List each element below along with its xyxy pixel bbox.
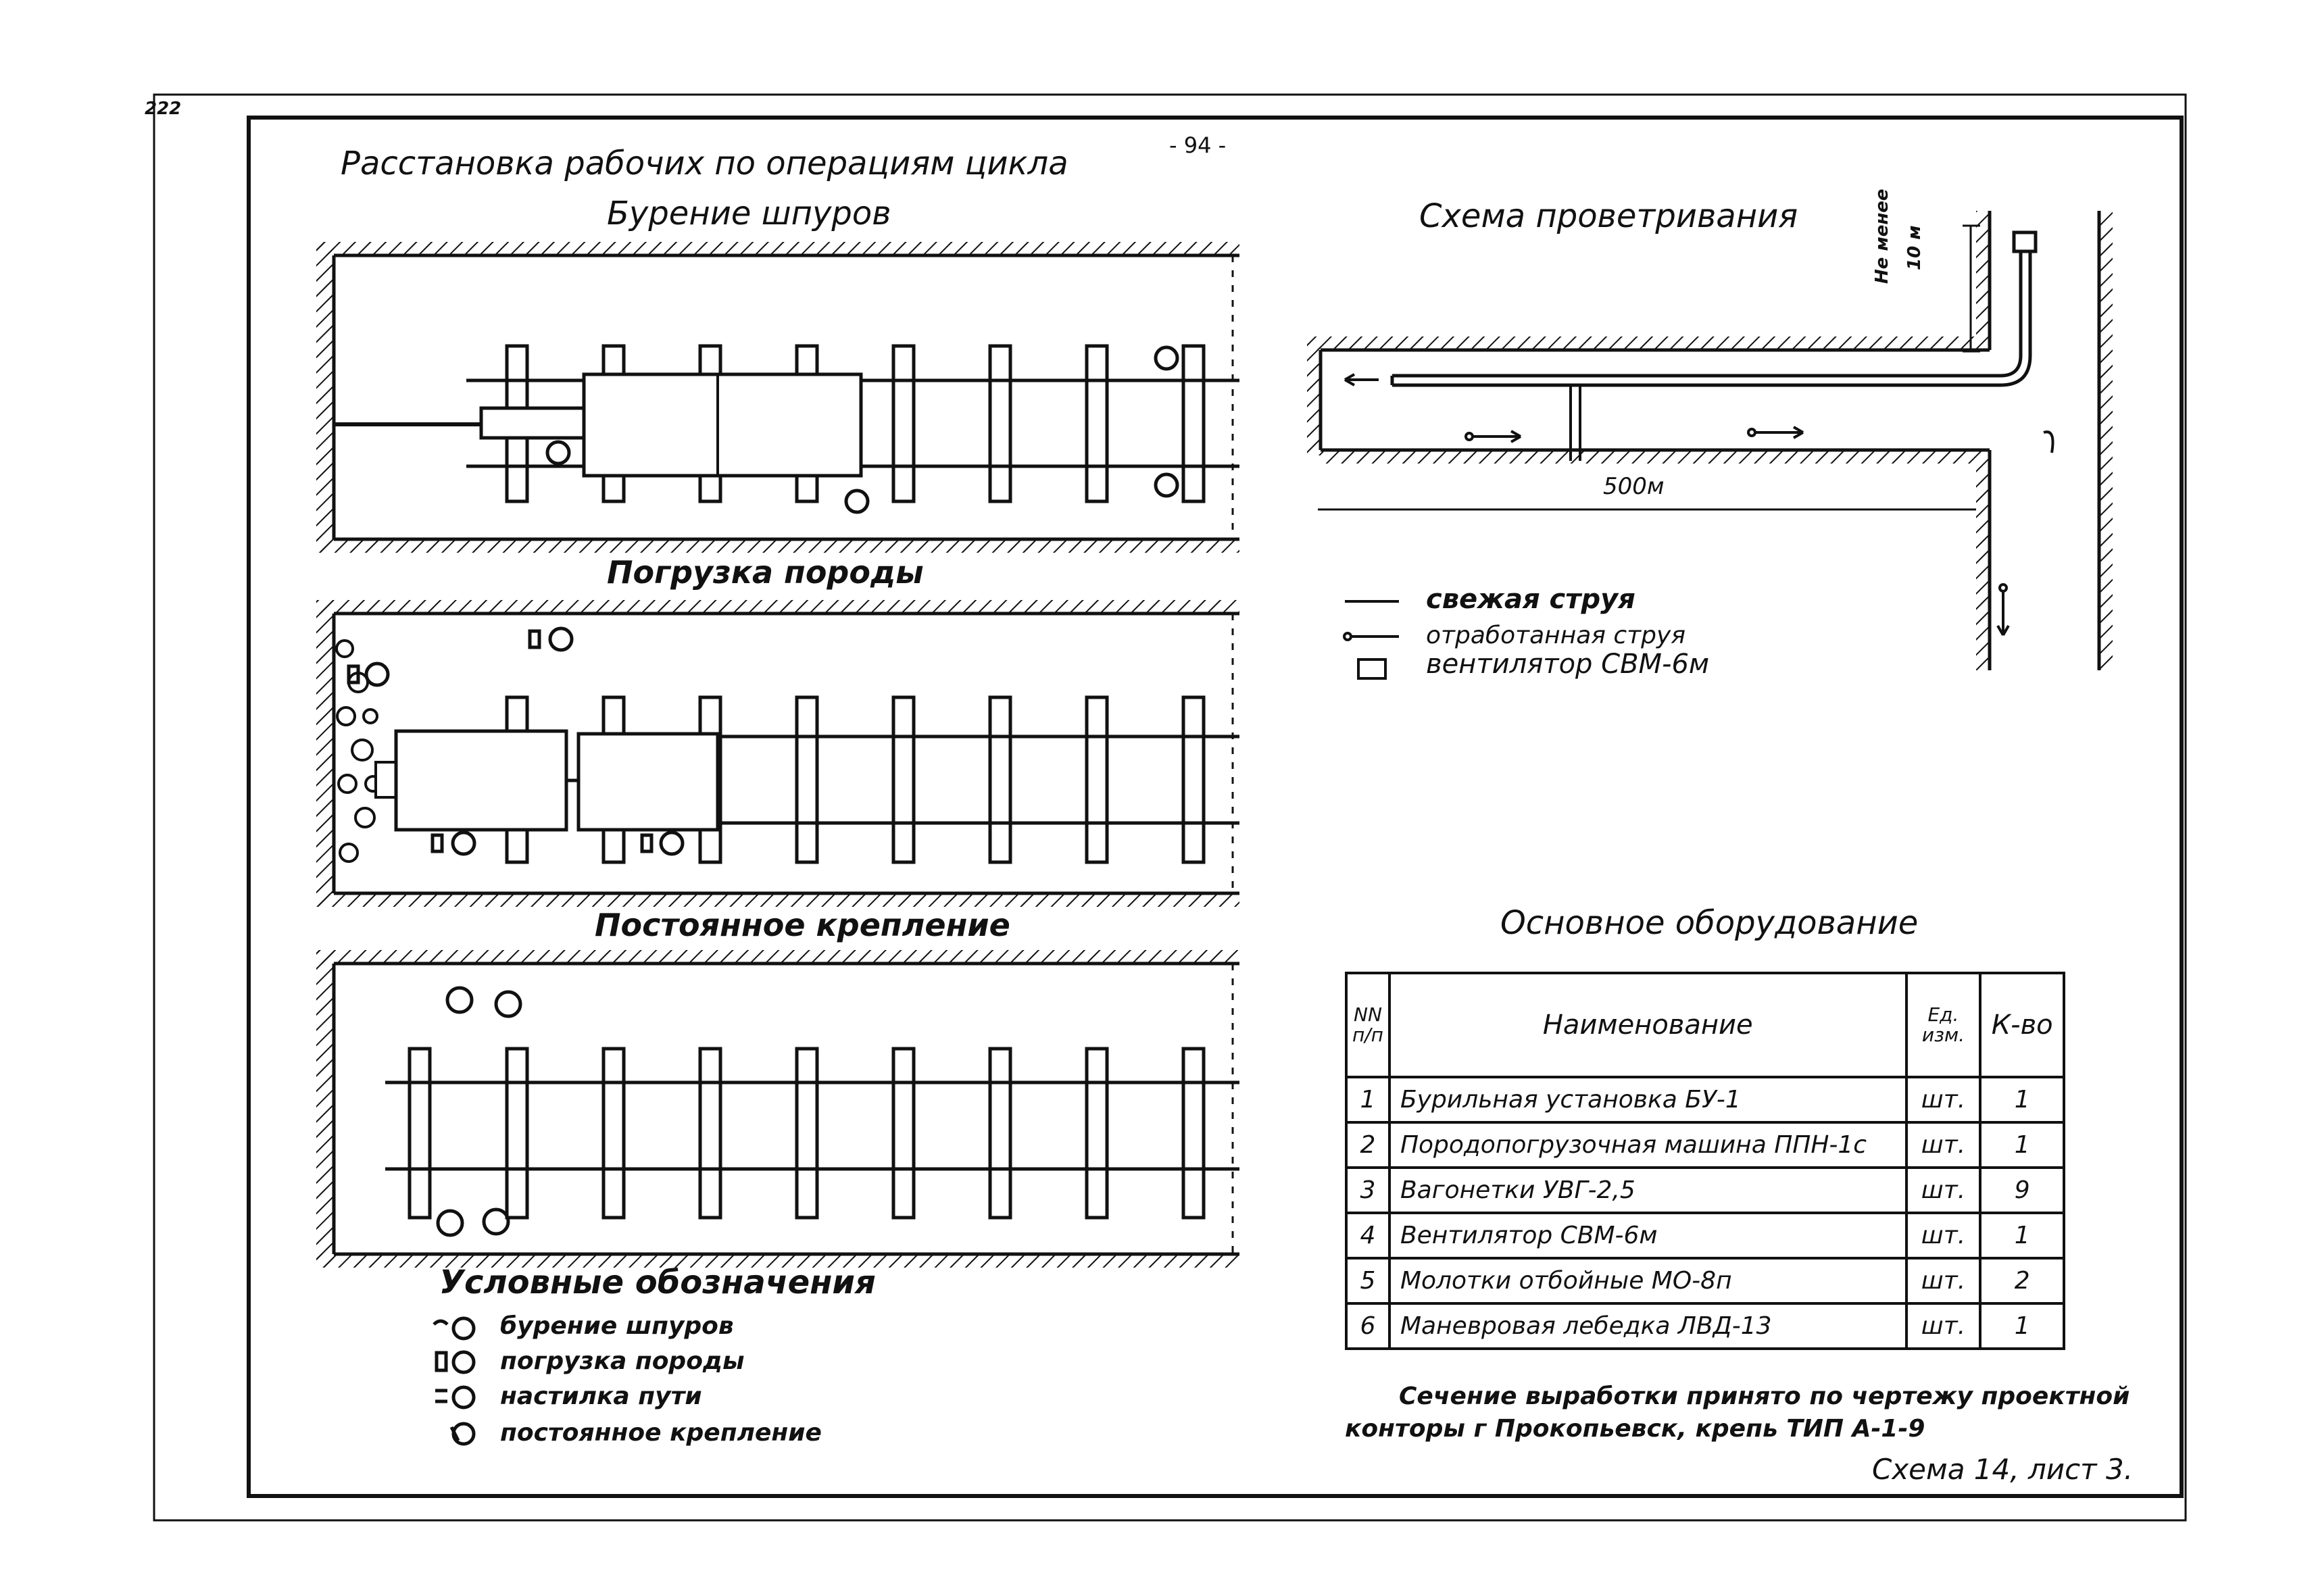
fan-symbol xyxy=(2014,232,2036,251)
row-qty: 1 xyxy=(1980,1077,2064,1122)
worker-icon xyxy=(496,992,520,1016)
row-qty: 1 xyxy=(1980,1303,2064,1349)
row-name: Молотки отбойные МО-8п xyxy=(1389,1258,1906,1303)
ventilation-min-label-1: Не менее xyxy=(1872,189,1892,284)
worker-icon xyxy=(1156,474,1177,496)
header-name: Наименование xyxy=(1389,973,1906,1077)
equipment-title: Основное оборудование xyxy=(1500,904,1919,942)
worker-icon xyxy=(547,442,569,464)
row-qty: 1 xyxy=(1980,1213,2064,1258)
note-line-2: конторы г Прокопьевск, крепь ТИП А-1-9 xyxy=(1345,1415,1925,1443)
table-header-row xyxy=(1346,973,2064,1077)
row-unit: шт. xyxy=(1906,1213,1981,1258)
legend-title: Условные обозначения xyxy=(439,1264,876,1301)
worker-icon xyxy=(530,628,572,650)
row-qty: 2 xyxy=(1980,1258,2064,1303)
ventilation-min-label-2: 10 м xyxy=(1904,225,1925,270)
table-row xyxy=(1346,1303,2064,1349)
row-num: 6 xyxy=(1346,1303,1389,1349)
worker-icon xyxy=(484,1210,508,1234)
support-panel xyxy=(316,950,1239,1268)
vent-legend-fan: вентилятор СВМ-6м xyxy=(1426,649,1710,680)
row-name: Вагонетки УВГ-2,5 xyxy=(1389,1168,1906,1213)
row-unit: шт. xyxy=(1906,1168,1981,1213)
row-num: 4 xyxy=(1346,1213,1389,1258)
panel-title-loading: Погрузка породы xyxy=(607,554,924,591)
loading-panel xyxy=(316,600,1239,907)
header-qty: К-во xyxy=(1980,973,2064,1077)
vent-legend-fresh: свежая струя xyxy=(1426,584,1635,615)
row-unit: шт. xyxy=(1906,1077,1981,1122)
row-num: 1 xyxy=(1346,1077,1389,1122)
support-sleepers xyxy=(410,1049,1204,1218)
table-row xyxy=(1346,1168,2064,1213)
worker-icon xyxy=(433,832,474,854)
row-qty: 9 xyxy=(1980,1168,2064,1213)
row-unit: шт. xyxy=(1906,1122,1981,1168)
worker-icon xyxy=(1156,347,1177,369)
vent-legend-exhaust: отработанная струя xyxy=(1426,622,1685,649)
ventilation-distance: 500м xyxy=(1603,473,1665,500)
worker-icon xyxy=(447,988,472,1012)
worker-icon xyxy=(846,491,868,512)
legend-item-drilling: бурение шпуров xyxy=(500,1312,734,1340)
loader-machine xyxy=(396,731,566,830)
worker-icon xyxy=(642,832,683,854)
ventilation-title: Схема проветривания xyxy=(1419,197,1798,235)
row-num: 5 xyxy=(1346,1258,1389,1303)
worker-icon xyxy=(438,1211,462,1235)
header-num: NN п/п xyxy=(1346,973,1389,1077)
legend-symbols xyxy=(434,1318,474,1444)
row-unit: шт. xyxy=(1906,1303,1981,1349)
row-unit: шт. xyxy=(1906,1258,1981,1303)
legend-item-loading: погрузка породы xyxy=(500,1347,745,1375)
page-number: - 94 - xyxy=(1169,132,1227,158)
header-unit: Ед. изм. xyxy=(1906,973,1981,1077)
row-name: Маневровая лебедка ЛВД-13 xyxy=(1389,1303,1906,1349)
row-num: 3 xyxy=(1346,1168,1389,1213)
row-num: 2 xyxy=(1346,1122,1389,1168)
legend-item-track: настилка пути xyxy=(500,1382,702,1410)
row-qty: 1 xyxy=(1980,1122,2064,1168)
loader-bucket xyxy=(376,762,396,797)
note-line-1: Сечение выработки принято по чертежу проектной xyxy=(1399,1382,2130,1410)
table-row xyxy=(1346,1213,2064,1258)
row-name: Вентилятор СВМ-6м xyxy=(1389,1213,1906,1258)
row-name: Бурильная установка БУ-1 xyxy=(1389,1077,1906,1122)
row-name: Породопогрузочная машина ППН-1с xyxy=(1389,1122,1906,1168)
air-duct xyxy=(1392,250,2021,376)
table-row xyxy=(1346,1077,2064,1122)
corner-number: 222 xyxy=(145,99,182,119)
mine-car xyxy=(578,734,718,830)
drilling-panel xyxy=(316,242,1239,553)
main-title: Расстановка рабочих по операциям цикла xyxy=(341,145,1068,182)
footer-sheet: Схема 14, лист 3. xyxy=(1872,1453,2134,1486)
legend-item-support: постоянное крепление xyxy=(500,1419,822,1447)
equipment-table xyxy=(1345,972,2065,1350)
panel-title-support: Постоянное крепление xyxy=(595,907,1010,943)
panel-title-drilling: Бурение шпуров xyxy=(607,195,891,232)
table-row xyxy=(1346,1122,2064,1168)
table-row xyxy=(1346,1258,2064,1303)
drill-carriage xyxy=(584,374,861,476)
